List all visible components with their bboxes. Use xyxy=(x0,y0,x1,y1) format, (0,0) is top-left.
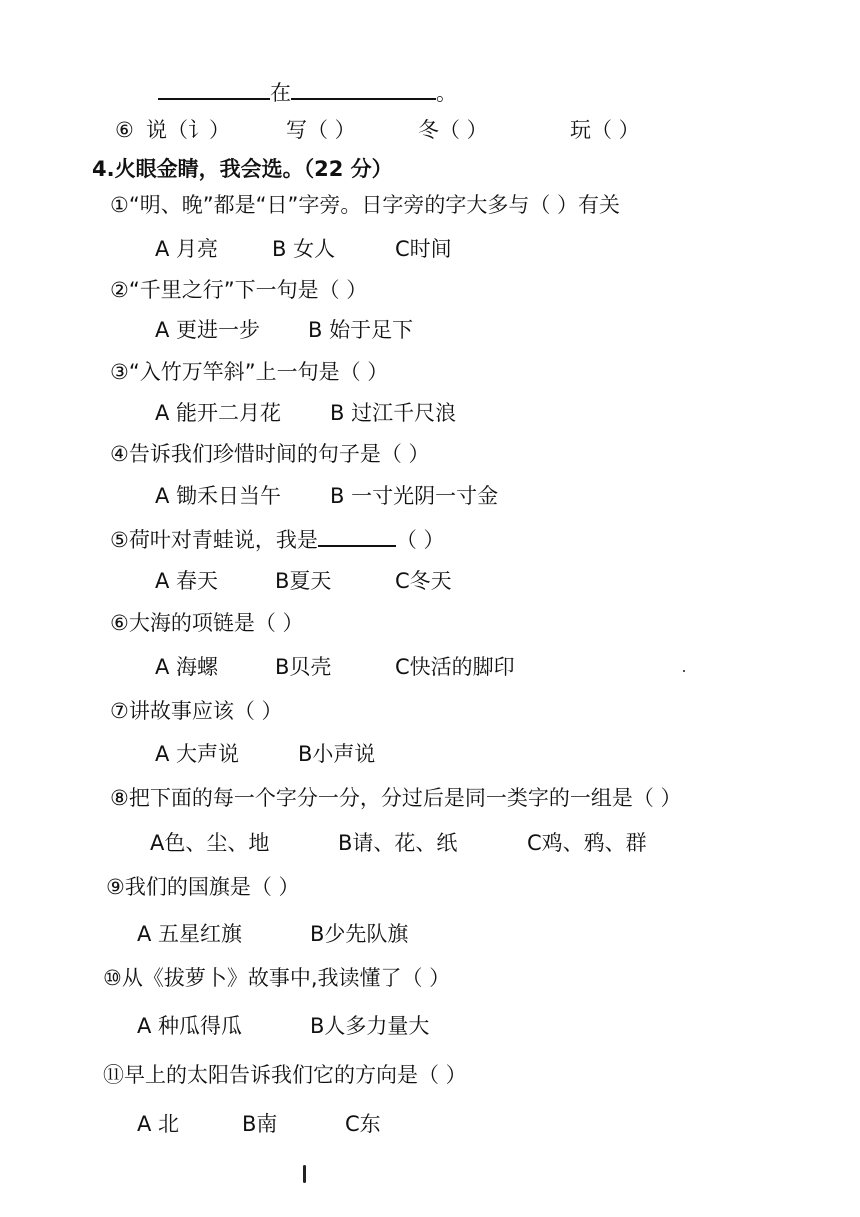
answer-blank[interactable] xyxy=(291,78,436,100)
option-c[interactable]: C东 xyxy=(345,1112,381,1136)
question-stem-part: （ ） xyxy=(395,528,445,552)
section-title: 4.火眼金睛，我会选。（22 分） xyxy=(92,157,393,181)
option-b[interactable]: B 女人 xyxy=(272,237,336,261)
option-b[interactable]: B 一寸光阴一寸金 xyxy=(330,484,499,508)
fill-in-middle-char: 在 xyxy=(270,81,291,105)
option-b[interactable]: B贝壳 xyxy=(275,655,332,679)
radical-item: 冬（ ） xyxy=(418,118,488,142)
question-stem xyxy=(110,525,445,554)
option-a[interactable]: A 月亮 xyxy=(155,237,219,261)
question-stem: ⑩从《拔萝卜》故事中,我读懂了（ ） xyxy=(103,966,451,990)
scan-speck xyxy=(683,670,685,672)
question-stem: ⑪早上的太阳告诉我们它的方向是（ ） xyxy=(103,1063,467,1087)
question-stem: ④告诉我们珍惜时间的句子是（ ） xyxy=(110,442,430,466)
option-c[interactable]: C冬天 xyxy=(395,569,452,593)
question-stem: ③“入竹万竿斜”上一句是（ ） xyxy=(110,360,389,384)
option-a[interactable]: A 能开二月花 xyxy=(155,401,282,425)
question-stem-part: ⑤荷叶对青蛙说，我是 xyxy=(110,528,318,552)
answer-blank[interactable] xyxy=(318,525,396,547)
option-b[interactable]: B 过江千尺浪 xyxy=(330,401,457,425)
fill-in-line xyxy=(158,78,457,107)
option-b[interactable]: B 始于足下 xyxy=(308,318,414,342)
option-a[interactable]: A 五星红旗 xyxy=(137,922,243,946)
option-b[interactable]: B请、花、纸 xyxy=(338,831,458,855)
option-c[interactable]: C时间 xyxy=(395,237,452,261)
option-c[interactable]: C快活的脚印 xyxy=(395,655,515,679)
question-stem: ⑦讲故事应该（ ） xyxy=(110,699,283,723)
scan-mark xyxy=(303,1165,306,1183)
option-b[interactable]: B夏天 xyxy=(275,569,332,593)
question-stem: ⑨我们的国旗是（ ） xyxy=(106,875,300,899)
radical-item: 写（ ） xyxy=(286,118,356,142)
option-b[interactable]: B小声说 xyxy=(298,742,376,766)
option-a[interactable]: A 更进一步 xyxy=(155,318,261,342)
option-a[interactable]: A色、尘、地 xyxy=(150,831,270,855)
option-a[interactable]: A 海螺 xyxy=(155,655,219,679)
radical-item-number: ⑥ xyxy=(115,118,134,142)
fill-in-end-mark: 。 xyxy=(436,81,457,105)
radical-item: 说（讠） xyxy=(146,118,230,142)
question-stem: ⑥大海的项链是（ ） xyxy=(110,611,304,635)
option-a[interactable]: A 北 xyxy=(137,1112,180,1136)
question-stem: ②“千里之行”下一句是（ ） xyxy=(110,278,368,302)
option-c[interactable]: C鸡、鸦、群 xyxy=(527,831,647,855)
option-a[interactable]: A 春天 xyxy=(155,569,219,593)
option-b[interactable]: B少先队旗 xyxy=(310,922,409,946)
option-a[interactable]: A 种瓜得瓜 xyxy=(137,1014,243,1038)
option-b[interactable]: B人多力量大 xyxy=(310,1014,430,1038)
option-a[interactable]: A 锄禾日当午 xyxy=(155,484,282,508)
question-stem: ⑧把下面的每一个字分一分，分过后是同一类字的一组是（ ） xyxy=(110,786,682,810)
question-stem: ①“明、晚”都是“日”字旁。日字旁的字大多与（ ）有关 xyxy=(110,193,621,217)
radical-item: 玩（ ） xyxy=(570,118,640,142)
option-b[interactable]: B南 xyxy=(242,1112,278,1136)
option-a[interactable]: A 大声说 xyxy=(155,742,240,766)
answer-blank[interactable] xyxy=(158,78,270,100)
